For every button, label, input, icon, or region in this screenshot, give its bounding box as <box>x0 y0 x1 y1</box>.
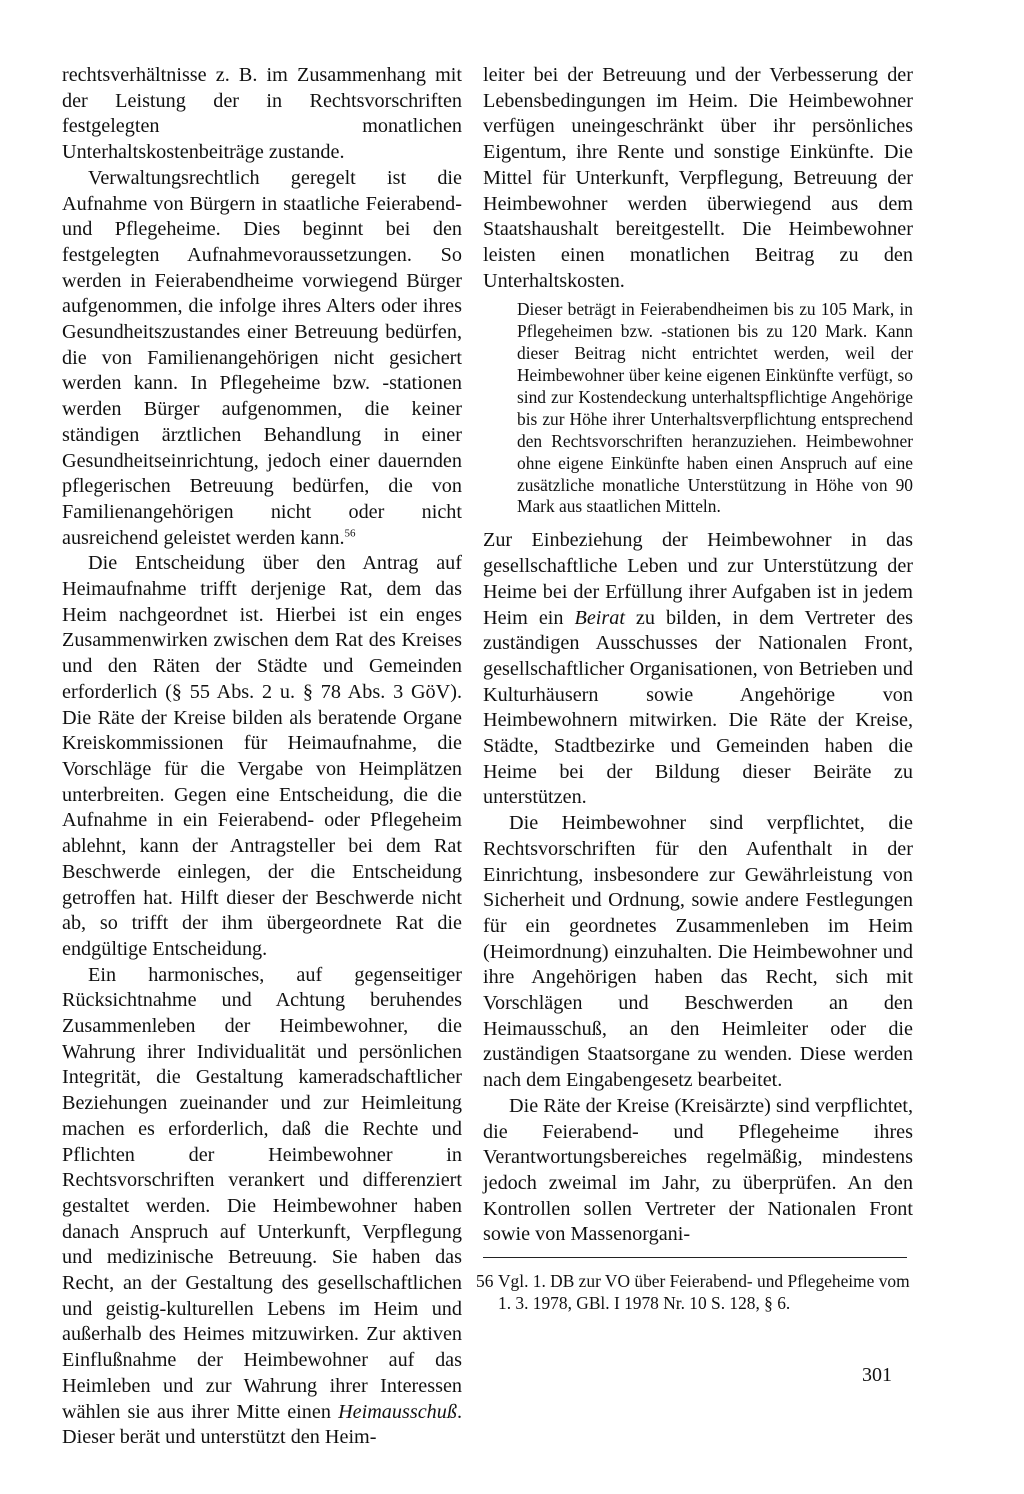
paragraph: Ein harmonisches, auf gegenseitiger Rücksichtnahme und Achtung beruhendes Zusammenleben der Heimbewohner, die Wahrung ihrer Individualität und persönlichen Integrität, die Gestaltung kameradschaftlicher Beziehungen zueinander und zur Heimleitung machen es erforderlich, daß die Rechte und Pflichten der Heimbewohner in Rechtsvorschriften verankert und differenziert gestaltet werden. Die Heimbewohner haben danach Anspruch auf Unterkunft, Verpflegung und medizinische Betreuung. Sie haben das Recht, an der Gestaltung des gesellschaftlichen und geistig-kulturellen Lebens im Heim und außerhalb des Heimes mitzuwirken. Zur aktiven Einflußnahme der Heimbewohner auf das Heimleben und zur Wahrung ihrer Interessen wählen sie aus ihrer Mitte einen Heimausschuß. Dieser berät und unterstützt den Heim- <box>62 963 462 1449</box>
footnote-number: 56 <box>476 1271 494 1291</box>
left-column <box>62 63 462 1451</box>
paragraph: Verwaltungsrechtlich geregelt ist die Aufnahme von Bürgern in staatliche Feierabend- und Pflegeheime. Dies beginnt bei den festgelegten Aufnahmevoraussetzungen. So werden in Feierabendheime vorwiegend Bürger aufgenommen, die infolge ihres Alters oder ihres Gesundheitszustandes einer Betreuung bedürfen, die von Familienangehörigen nicht gesichert werden kann. In Pflegeheime bzw. -stationen werden Bürger aufgenommen, die keiner ständigen ärztlichen Behandlung in einer Gesundheitseinrichtung, jedoch einer dauernden pflegerischen Betreuung bedürfen, die von Familienangehörigen nicht oder nicht ausreichend geleistet werden kann.$^{56}$ <box>62 166 462 549</box>
small-print-note: Dieser beträgt in Feierabendheimen bis zu 105 Mark, in Pflegeheimen bzw. -stationen bis zu 120 Mark. Kann dieser Beitrag nicht entrichtet werden, weil der Heimbewohner über keine eigenen Einkünfte verfügt, so sind zur Kostendeckung unterhaltspflichtige Angehörige bis zur Höhe ihrer Unterhaltsverpflichtung entsprechend den Rechtsvorschriften heranzuziehen. Heimbewohner ohne eigene Einkünfte haben einen Anspruch auf eine zusätzliche monatliche Unterstützung in Höhe von 90 Mark aus staatlichen Mitteln. <box>517 299 913 517</box>
paragraph: rechtsverhältnisse z. B. im Zusammenhang mit der Leistung der in Rechtsvorschriften festgelegten monatlichen Unterhaltskostenbeiträge zustande. <box>62 64 462 164</box>
footnote-divider <box>483 1257 907 1258</box>
paragraph: Die Entscheidung über den Antrag auf Heimaufnahme trifft derjenige Rat, dem das Heim nachgeordnet ist. Hierbei ist ein enges Zusammenwirken zwischen dem Rat des Kreises und den Räten der Städte und Gemeinden erforderlich (§ 55 Abs. 2 u. § 78 Abs. 3 GöV). Die Räte der Kreise bilden als beratende Organe Kreiskommissionen für Heimaufnahme, die Vorschläge für die Vergabe von Heimplätzen unterbreiten. Gegen eine Entscheidung, die die Aufnahme in ein Feierabend- oder Pflegeheim ablehnt, kann der Antragsteller bei dem Rat Beschwerde einlegen, der die Entscheidung getroffen hat. Hilft dieser der Beschwerde nicht ab, so trifft der ihm übergeordnete Rat die endgültige Entscheidung. <box>62 552 462 960</box>
paragraph: Die Heimbewohner sind verpflichtet, die Rechtsvorschriften für den Aufenthalt in der Einrichtung, insbesondere zur Gewährleistung von Sicherheit und Ordnung, sowie andere Festlegungen für ein geordnetes Zusammenleben im Heim (Heimordnung) einzuhalten. Die Heimbewohner und ihre Angehörigen haben das Recht, sich mit Vorschlägen und Beschwerden an den Heimausschuß, an den Heimleiter oder die zuständigen Staatsorgane zu wenden. Diese werden nach dem Eingabengesetz bearbeitet. <box>483 812 913 1092</box>
paragraph: leiter bei der Betreuung und der Verbesserung der Lebensbedingungen im Heim. Die Heimbewohner verfügen uneingeschränkt über ihr persönliches Eigentum, ihre Rente und sonstige Einkünfte. Die Mittel für Unterkunft, Verpflegung, Betreuung der Heimbewohner werden überwiegend aus dem Staatshaushalt bereitgestellt. Die Heimbewohner leisten einen monatlichen Beitrag zu den Unterhaltskosten. <box>483 64 913 292</box>
paragraph: Zur Einbeziehung der Heimbewohner in das gesellschaftliche Leben und zur Unterstützung der Heime bei der Erfüllung ihrer Aufgaben ist in jedem Heim ein Beirat zu bilden, in dem Vertreter des zuständigen Ausschusses der Nationalen Front, gesellschaftlicher Organisationen, von Betrieben und Kulturhäusern sowie Angehörige von Heimbewohnern mitwirken. Die Räte der Kreise, Städte, Stadtbezirke und Gemeinden haben die Heime bei der Bildung dieser Beiräte zu unterstützen. <box>483 529 914 809</box>
right-column <box>483 63 913 1248</box>
footnote-text: Vgl. 1. DB zur VO über Feierabend- und Pflegeheime vom 1. 3. 1978, GBl. I 1978 Nr. 10 S. 128, § 6. <box>498 1271 910 1313</box>
emphasis: Beirat <box>574 606 625 629</box>
page-number: 301 <box>862 1364 892 1386</box>
footnote-reference: 56 <box>344 526 356 539</box>
emphasis: Heimausschuß <box>338 1400 457 1423</box>
paragraph: Die Räte der Kreise (Kreisärzte) sind verpflichtet, die Feierabend- und Pflegeheime ihres Verantwortungsbereiches regelmäßig, mindestens jedoch zweimal im Jahr, zu überprüfen. An den Kontrollen sollen Vertreter der Nationalen Front sowie von Massenorgani- <box>483 1094 913 1246</box>
footnote <box>476 1270 910 1314</box>
